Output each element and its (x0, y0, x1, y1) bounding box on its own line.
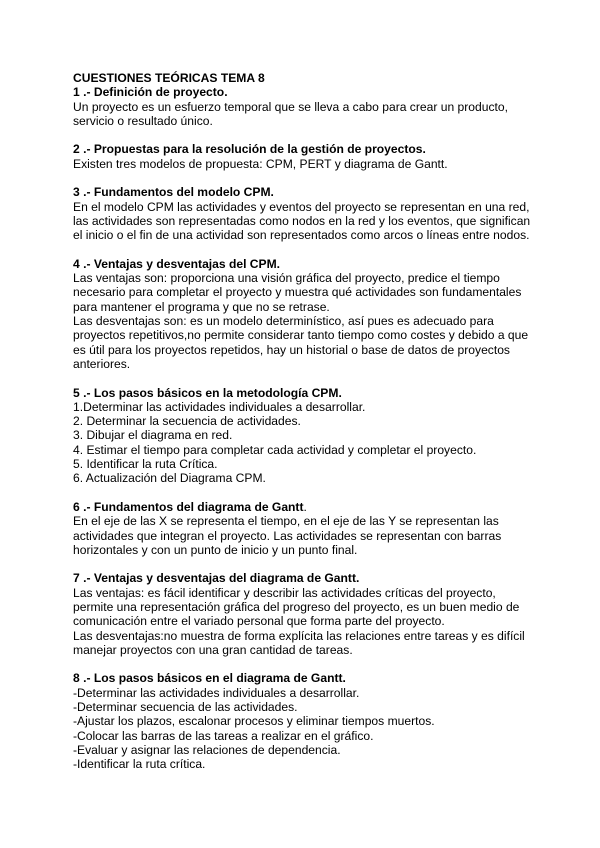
section-4-paragraph-2: Las desventajas son: es un modelo determinístico, así pues es adecuado para proyectos repetitivos,no permite considerar tanto tiempo como costes y debido a que es útil para los proyectos repetidos, hay un historial o base de datos de proyectos anteriores. (73, 314, 529, 371)
section-6-heading-period: . (303, 499, 307, 514)
section-2 (73, 142, 533, 171)
section-6-heading-text: 6 .- Fundamentos del diagrama de Gantt (73, 499, 304, 514)
section-8-heading: 8 .- Los pasos básicos en el diagrama de Gantt. (73, 671, 346, 686)
section-8-list-item: -Colocar las barras de las tareas a realizar en el gráfico. (73, 728, 374, 743)
section-2-paragraph-1: Existen tres modelos de propuesta: CPM, PERT y diagrama de Gantt. (73, 156, 448, 171)
section-8-list-item: -Determinar secuencia de las actividades. (73, 700, 298, 715)
section-1 (73, 85, 533, 128)
section-8 (73, 671, 533, 771)
section-5-list-item: 1.Determinar las actividades individuales a desarrollar. (73, 399, 366, 414)
section-8-list-item: -Evaluar y asignar las relaciones de dependencia. (73, 742, 341, 757)
section-3 (73, 185, 533, 242)
section-2-heading: 2 .- Propuestas para la resolución de la gestión de proyectos. (73, 142, 426, 157)
section-8-list-item: -Identificar la ruta crítica. (73, 757, 206, 772)
section-7-paragraph-1: Las ventajas: es fácil identificar y describir las actividades críticas del proyecto, permite una representación gráfica del progreso del proyecto, es un buen medio de comunicación entre el variado personal que forma parte del proyecto. (73, 585, 520, 629)
section-5-heading: 5 .- Los pasos básicos en la metodología CPM. (73, 385, 342, 400)
section-4-paragraph-1: Las ventajas son: proporciona una visión gráfica del proyecto, predice el tiempo necesario para completar el proyecto y muestra qué actividades son fundamentales para mantener el programa y que no se retrase. (73, 271, 522, 314)
section-7-paragraph-2: Las desventajas:no muestra de forma explícita las relaciones entre tareas y es difícil manejar proyectos con una gran cantidad de tareas. (73, 628, 525, 657)
section-4-heading: 4 .- Ventajas y desventajas del CPM. (73, 256, 281, 271)
section-5-list-item: 3. Dibujar el diagrama en red. (73, 428, 233, 443)
section-5-list-item: 5. Identificar la ruta Crítica. (73, 457, 218, 472)
section-7-heading: 7 .- Ventajas y desventajas del diagrama de Gantt. (73, 571, 360, 586)
section-1-heading: 1 .- Definición de proyecto. (73, 85, 228, 100)
section-7 (73, 571, 533, 657)
section-5 (73, 386, 533, 486)
section-4 (73, 257, 533, 371)
document-title: CUESTIONES TEÓRICAS TEMA 8 (73, 71, 265, 85)
section-6-heading (73, 500, 533, 514)
section-8-list-item: -Ajustar los plazos, escalonar procesos y eliminar tiempos muertos. (73, 714, 435, 729)
section-6-paragraph-1: En el eje de las X se representa el tiempo, en el eje de las Y se representan las actividades que integran el proyecto. Las actividades se representan con barras horizontales y con un punto de inicio y un punto final. (73, 514, 502, 557)
section-1-paragraph-1: Un proyecto es un esfuerzo temporal que se lleva a cabo para crear un producto, servicio o resultado único. (73, 99, 508, 128)
section-8-list-item: -Determinar las actividades individuales a desarrollar. (73, 685, 360, 700)
section-3-paragraph-1: En el modelo CPM las actividades y eventos del proyecto se representan en una red, las actividades son representadas como nodos en la red y los eventos, que significan el inicio o el fin de una actividad son representados como arcos o líneas entre nodos. (73, 199, 531, 243)
section-6 (73, 500, 533, 557)
section-5-list-item: 2. Determinar la secuencia de actividades. (73, 414, 301, 429)
section-3-heading: 3 .- Fundamentos del modelo CPM. (73, 185, 274, 200)
section-5-list-item: 4. Estimar el tiempo para completar cada actividad y completar el proyecto. (73, 442, 477, 457)
document-page (73, 71, 533, 786)
section-5-list-item: 6. Actualización del Diagrama CPM. (73, 471, 266, 486)
